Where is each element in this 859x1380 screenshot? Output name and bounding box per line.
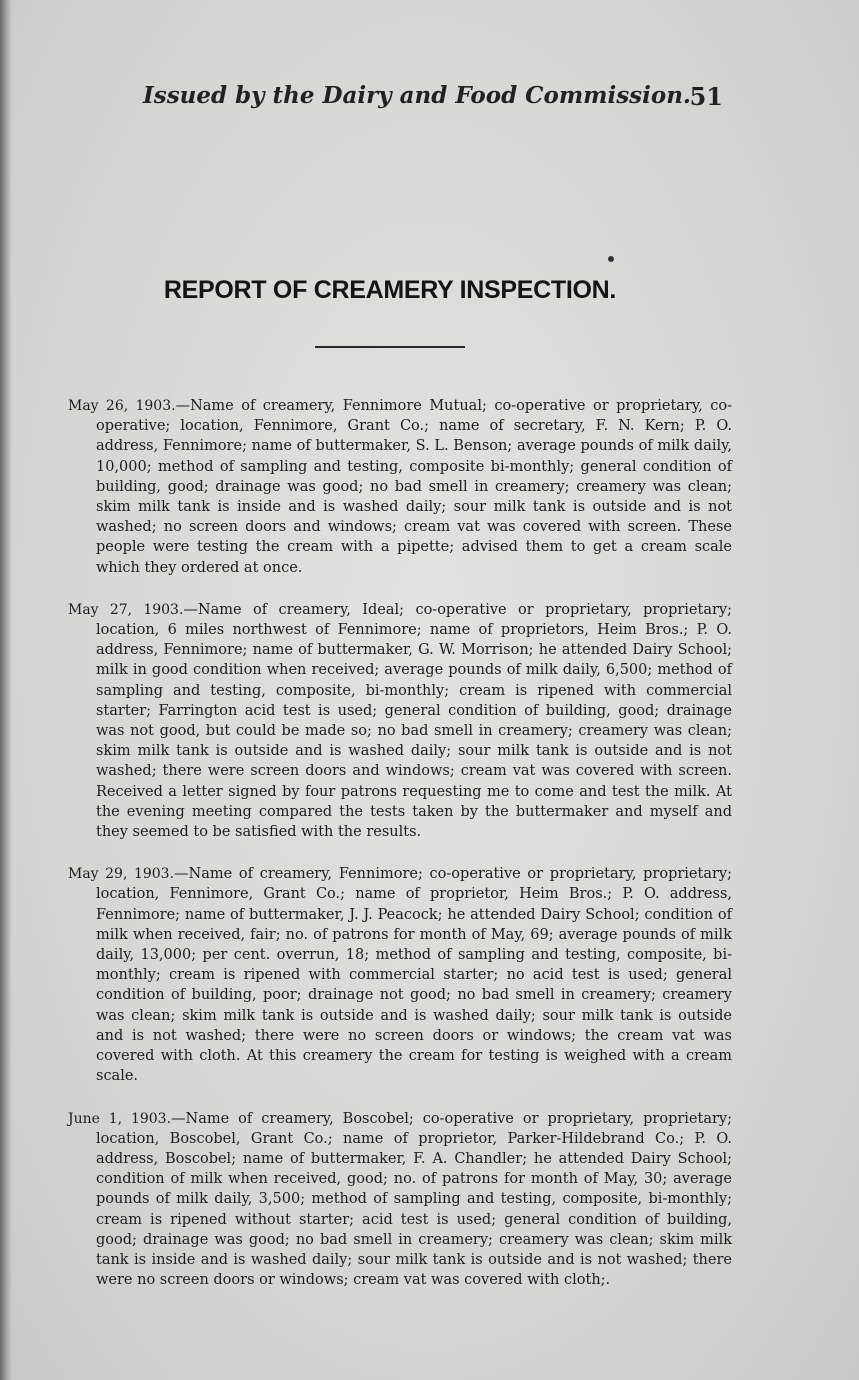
print-speck bbox=[608, 256, 614, 262]
inspection-entry bbox=[68, 1109, 732, 1291]
entry-text: —Name of creamery, Boscobel; co-operative or proprietary, proprietary; location, Boscobel, Grant Co.; name of proprietor, Parker-Hildebrand Co.; P. O. address, Boscobel; name of buttermaker, F. A. Chandler; he attended Dairy School; condition of milk when received, good; no. of patrons for month of May, 30; average pounds of milk daily, 3,500; method of sampling and testing, composite, bi-monthly; cream is ripened without starter; acid test is used; general condition of building, good; drainage was good; no bad smell in creamery; creamery was clean; skim milk tank is inside and is washed daily; sour milk tank is outside and is not washed; there were no screen doors or windows; cream vat was covered with cloth;. bbox=[96, 1110, 732, 1289]
entry-date: May 29, 1903. bbox=[68, 866, 175, 883]
running-header bbox=[143, 82, 723, 122]
inspection-entry bbox=[68, 864, 732, 1086]
page-binding-shadow bbox=[0, 0, 12, 1380]
entry-text: —Name of creamery, Fennimore; co-operative or proprietary, proprietary; location, Fennimore, Grant Co.; name of proprietor, Heim Bros.; P. O. address, Fennimore; name of buttermaker, J. J. Peacock; he attended Dairy School; condition of milk when received, fair; no. of patrons for month of May, 69; average pounds of milk daily, 13,000; per cent. overrun, 18; method of sampling and testing, composite, bi-monthly; cream is ripened with commercial starter; no acid test is used; general condition of building, poor; drainage not good; no bad smell in creamery; creamery was clean; skim milk tank is outside and is washed daily; sour milk tank is outside and is not washed; there were no screen doors or windows; the cream vat was covered with cloth. At this creamery the cream for testing is weighed with a cream scale. bbox=[96, 866, 732, 1085]
page-number: 51 bbox=[689, 82, 723, 111]
report-title: REPORT OF CREAMERY INSPECTION. bbox=[163, 276, 617, 304]
entry-date: June 1, 1903. bbox=[68, 1110, 172, 1127]
inspection-entry bbox=[68, 396, 732, 578]
title-rule bbox=[315, 346, 465, 348]
entry-text: —Name of creamery, Ideal; co-operative or proprietary, proprietary; location, 6 miles northwest of Fennimore; name of proprietors, Heim Bros.; P. O. address, Fennimore; name of buttermaker, G. W. Morrison; he attended Dairy School; milk in good condition when received; average pounds of milk daily, 6,500; method of sampling and testing, composite, bi-monthly; cream is ripened with commercial starter; Farrington acid test is used; general condition of building, good; drainage was not good, but could be made so; no bad smell in creamery; creamery was clean; skim milk tank is outside and is washed daily; sour milk tank is outside and is not washed; there were screen doors and windows; cream vat was covered with screen. Received a letter signed by four patrons requesting me to come and test the milk. At the evening meeting compared the tests taken by the buttermaker and myself and they seemed to be satisfied with the results. bbox=[96, 601, 732, 841]
entry-date: May 27, 1903. bbox=[68, 601, 184, 618]
header-title: Issued by the Dairy and Food Commission. bbox=[143, 82, 691, 109]
entry-date: May 26, 1903. bbox=[68, 398, 176, 414]
inspection-entries bbox=[68, 396, 732, 1312]
entry-text: —Name of creamery, Fennimore Mutual; co-operative or proprietary, co-operative; location, Fennimore, Grant Co.; name of secretary, F. N. Kern; P. O. address, Fennimore; name of buttermaker, S. L. Benson; average pounds of milk daily, 10,000; method of sampling and testing, composite bi-monthly; general condition of building, good; drainage was good; no bad smell in creamery; creamery was clean; skim milk tank is inside and is washed daily; sour milk tank is outside and is not washed; no screen doors and windows; cream vat was covered with screen. These people were testing the cream with a pipette; advised them to get a cream scale which they ordered at once. bbox=[96, 398, 732, 576]
inspection-entry bbox=[68, 600, 732, 842]
